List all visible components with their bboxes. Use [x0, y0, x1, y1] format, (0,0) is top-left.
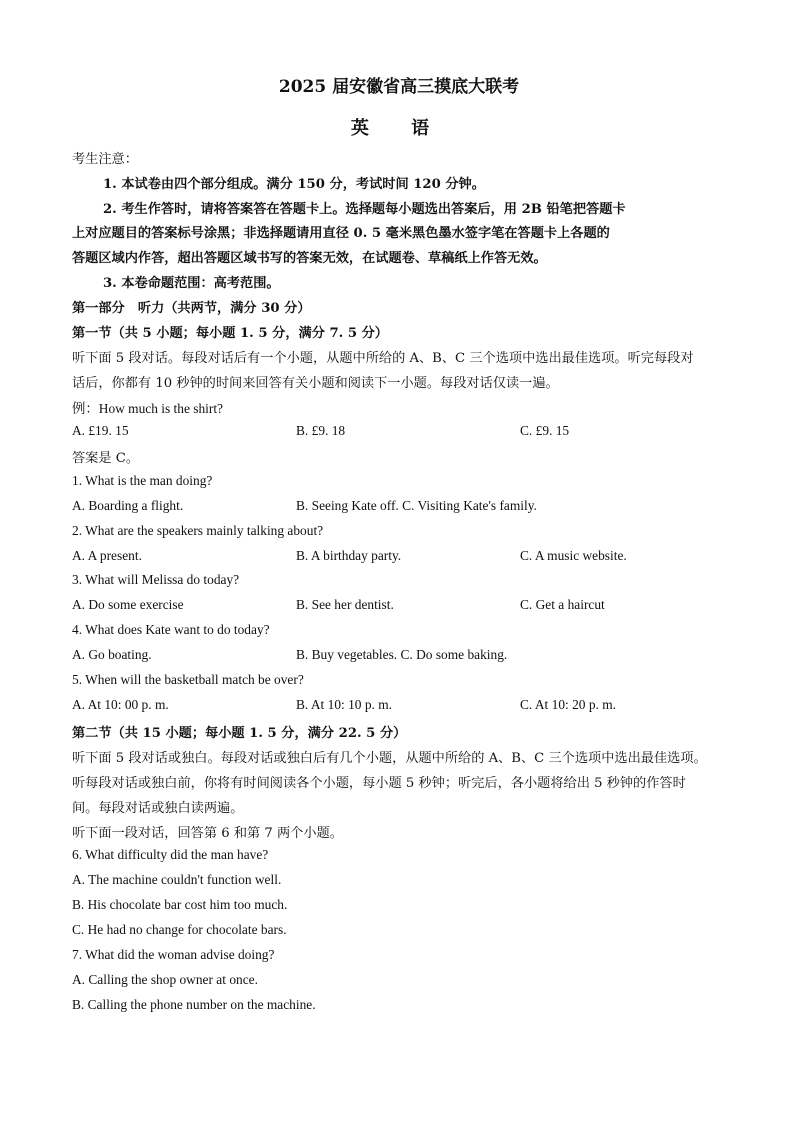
- section1-instructions-line-2: 话后，你都有 10 秒钟的时间来回答有关小题和阅读下一小题。每段对话仅读一遍。: [72, 376, 559, 391]
- question-1-option-b: B. Seeing Kate off. C. Visiting Kate's family.: [296, 498, 537, 513]
- question-5-option-a: A. At 10: 00 p. m.: [72, 697, 169, 712]
- notice-heading: 考生注意：: [72, 152, 138, 167]
- question-3-option-c: C. Get a haircut: [520, 597, 605, 612]
- question-4: 4. What does Kate want to do today?: [72, 622, 270, 637]
- section2-instructions-line-3: 间。每段对话或独白读两遍。: [72, 801, 244, 816]
- question-4-option-a: A. Go boating.: [72, 647, 152, 662]
- example-question: 例：How much is the shirt?: [72, 401, 223, 416]
- question-6-option-a: A. The machine couldn't function well.: [72, 872, 282, 887]
- question-5-option-c: C. At 10: 20 p. m.: [520, 697, 616, 712]
- question-5-option-b: B. At 10: 10 p. m.: [296, 697, 392, 712]
- example-answer: 答案是 C。: [72, 451, 140, 466]
- question-5: 5. When will the basketball match be over?: [72, 672, 304, 687]
- example-option-b: B. £9. 18: [296, 423, 346, 438]
- section2-heading: 第二节（共 15 小题；每小题 1. 5 分，满分 22. 5 分）: [72, 726, 407, 741]
- question-1-option-a: A. Boarding a flight.: [72, 498, 184, 513]
- notice-item-2-line-2: 上对应题目的答案标号涂黑；非选择题请用直径 0. 5 毫米黑色墨水签字笔在答题卡上各题的: [72, 226, 610, 241]
- question-2-option-b: B. A birthday party.: [296, 548, 402, 563]
- section2-instructions-line-2: 听每段对话或独白前，你将有时间阅读各个小题，每小题 5 秒钟；听完后，各小题将给出 5 秒钟的作答时: [72, 776, 686, 791]
- question-6-option-c: C. He had no change for chocolate bars.: [72, 922, 287, 937]
- section1-heading: 第一节（共 5 小题；每小题 1. 5 分，满分 7. 5 分）: [72, 326, 388, 341]
- notice-item-2-line-1: 2. 考生作答时，请将答案答在答题卡上。选择题每小题选出答案后，用 2B 铅笔把答题卡: [103, 202, 626, 217]
- question-1: 1. What is the man doing?: [72, 473, 213, 488]
- example-option-a: A. £19. 15: [72, 423, 129, 438]
- question-2: 2. What are the speakers mainly talking about?: [72, 523, 324, 538]
- notice-item-3: 3. 本卷命题范围：高考范围。: [103, 276, 280, 291]
- question-7-option-b: B. Calling the phone number on the machine.: [72, 997, 316, 1012]
- section2-instructions-line-1: 听下面 5 段对话或独白。每段对话或独白后有几个小题，从题中所给的 A、B、C 三个选项中选出最佳选项。: [72, 751, 707, 766]
- question-7: 7. What did the woman advise doing?: [72, 947, 275, 962]
- dialogue-intro: 听下面一段对话，回答第 6 和第 7 两个小题。: [72, 826, 343, 841]
- notice-item-1: 1. 本试卷由四个部分组成。满分 150 分，考试时间 120 分钟。: [103, 177, 485, 192]
- question-6-option-b: B. His chocolate bar cost him too much.: [72, 897, 288, 912]
- question-6: 6. What difficulty did the man have?: [72, 847, 269, 862]
- part1-heading: 第一部分 听力（共两节，满分 30 分）: [72, 301, 311, 316]
- question-3-option-b: B. See her dentist.: [296, 597, 394, 612]
- question-7-option-a: A. Calling the shop owner at once.: [72, 972, 258, 987]
- question-2-option-a: A. A present.: [72, 548, 142, 563]
- question-2-option-c: C. A music website.: [520, 548, 627, 563]
- question-3-option-a: A. Do some exercise: [72, 597, 184, 612]
- notice-item-2-line-3: 答题区域内作答，超出答题区域书写的答案无效，在试题卷、草稿纸上作答无效。: [72, 251, 547, 266]
- subject-title: 英 语: [350, 118, 448, 139]
- question-4-option-b: B. Buy vegetables. C. Do some baking.: [296, 647, 508, 662]
- exam-title: 2025 届安徽省高三摸底大联考: [278, 77, 520, 97]
- example-option-c: C. £9. 15: [520, 423, 570, 438]
- section1-instructions-line-1: 听下面 5 段对话。每段对话后有一个小题，从题中所给的 A、B、C 三个选项中选出最佳选项。听完每段对: [72, 351, 694, 366]
- question-3: 3. What will Melissa do today?: [72, 572, 240, 587]
